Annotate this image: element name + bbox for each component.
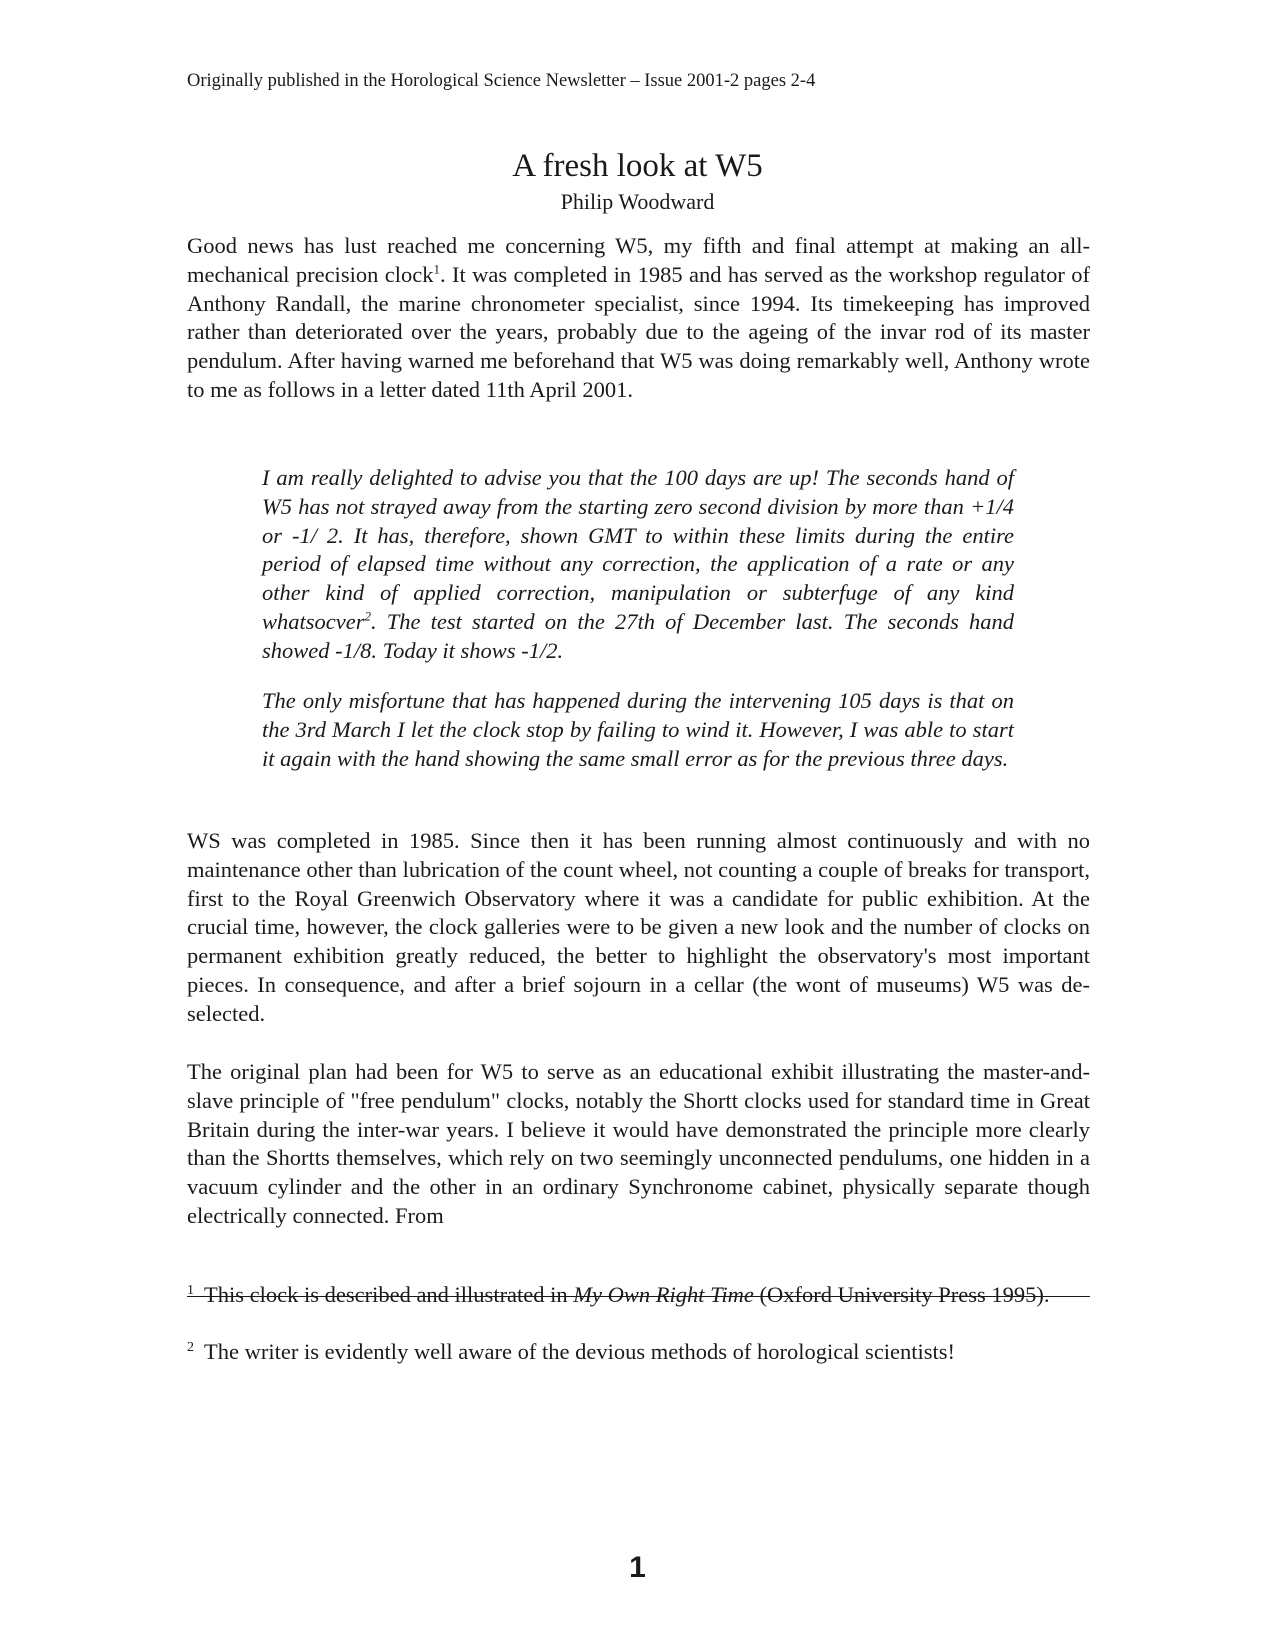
paragraph-original-plan: The original plan had been for W5 to serve as an educational exhibit illustrating the master-and-slave principle of "free pendulum" clocks, notably the Shortt clocks used for standard time in Great Britain during the inter-war years. I believe it would have demonstrated the principle more clearly than the Shortts themselves, which rely on two seemingly unconnected pendulums, one hidden in a vacuum cylinder and the other in an ordinary Synchronome cabinet, physically separate though electrically connected. From [187,1059,1090,1228]
paragraph-history: WS was completed in 1985. Since then it has been running almost continuously and with no maintenance other than lubrication of the count wheel, not counting a couple of breaks for transport, first to the Royal Greenwich Observatory where it was a candidate for public exhibition. At the crucial time, however, the clock galleries were to be given a new look and the number of clocks on permanent exhibition greatly reduced, the better to highlight the observatory's most important pieces. In consequence, and after a brief sojourn in a cellar (the wont of museums) W5 was de-selected. [187,828,1090,1026]
title-block [0,146,1275,216]
footnote-2 [187,1338,1090,1367]
letter-quote-1-text-a: I am really delighted to advise you that the 100 days are up! The seconds hand of W5 has not strayed away from the starting zero second division by more than +1/4 or -1/ 2. It has, therefore, shown GMT to within these limits during the entire period of elapsed time without any correction, the application of a rate or any other kind of applied correction, manipulation or subterfuge of any kind whatsocver [262,465,1014,634]
page-number: 1 [629,1551,646,1584]
paragraph-intro-text-b: . It was completed in 1985 and has served as the workshop regulator of Anthony Randall, the marine chronometer specialist, since 1994. Its timekeeping has improved rather than deteriorated over the years, probably due to the ageing of the invar rod of its master pendulum. After having warned me beforehand that W5 was doing remarkably well, Anthony wrote to me as follows in a letter dated 11th April 2001. [187,261,1090,402]
article-title: A fresh look at W5 [512,148,763,184]
letter-quote-2: The only misfortune that has happened during the intervening 105 days is that on the 3rd March I let the clock stop by failing to wind it. However, I was able to start it again with the hand showing the same small error as for the previous three days. [262,688,1014,771]
letter-quote-1-text-b: . The test started on the 27th of December last. The seconds hand showed -1/8. Today it shows -1/2. [262,608,1014,663]
article-author: Philip Woodward [560,189,715,214]
footnote-1-text-b: (Oxford University Press 1995). [753,1282,1050,1307]
paragraph-intro [187,232,1090,405]
footnote-1-mark: 1 [187,1282,194,1298]
footnote-1-book-title: My Own Right Time [573,1282,754,1307]
footnote-1-text-a: This clock is described and illustrated in [204,1282,574,1307]
paragraph-intro-text-a: Good news has lust reached me concerning W5, my fifth and final attempt at making an all-mechanical precision clock [187,233,1090,287]
footnote-2-text: The writer is evidently well aware of the devious methods of horological scientists! [204,1339,956,1364]
publication-note: Originally published in the Horological Science Newsletter – Issue 2001-2 pages 2-4 [187,71,816,91]
footnote-ref-2[interactable]: 2 [364,608,371,624]
letter-quote-1 [262,464,1014,666]
footnote-ref-1[interactable]: 1 [433,261,440,277]
footnote-1 [187,1281,1090,1310]
footnote-2-mark: 2 [187,1339,194,1355]
